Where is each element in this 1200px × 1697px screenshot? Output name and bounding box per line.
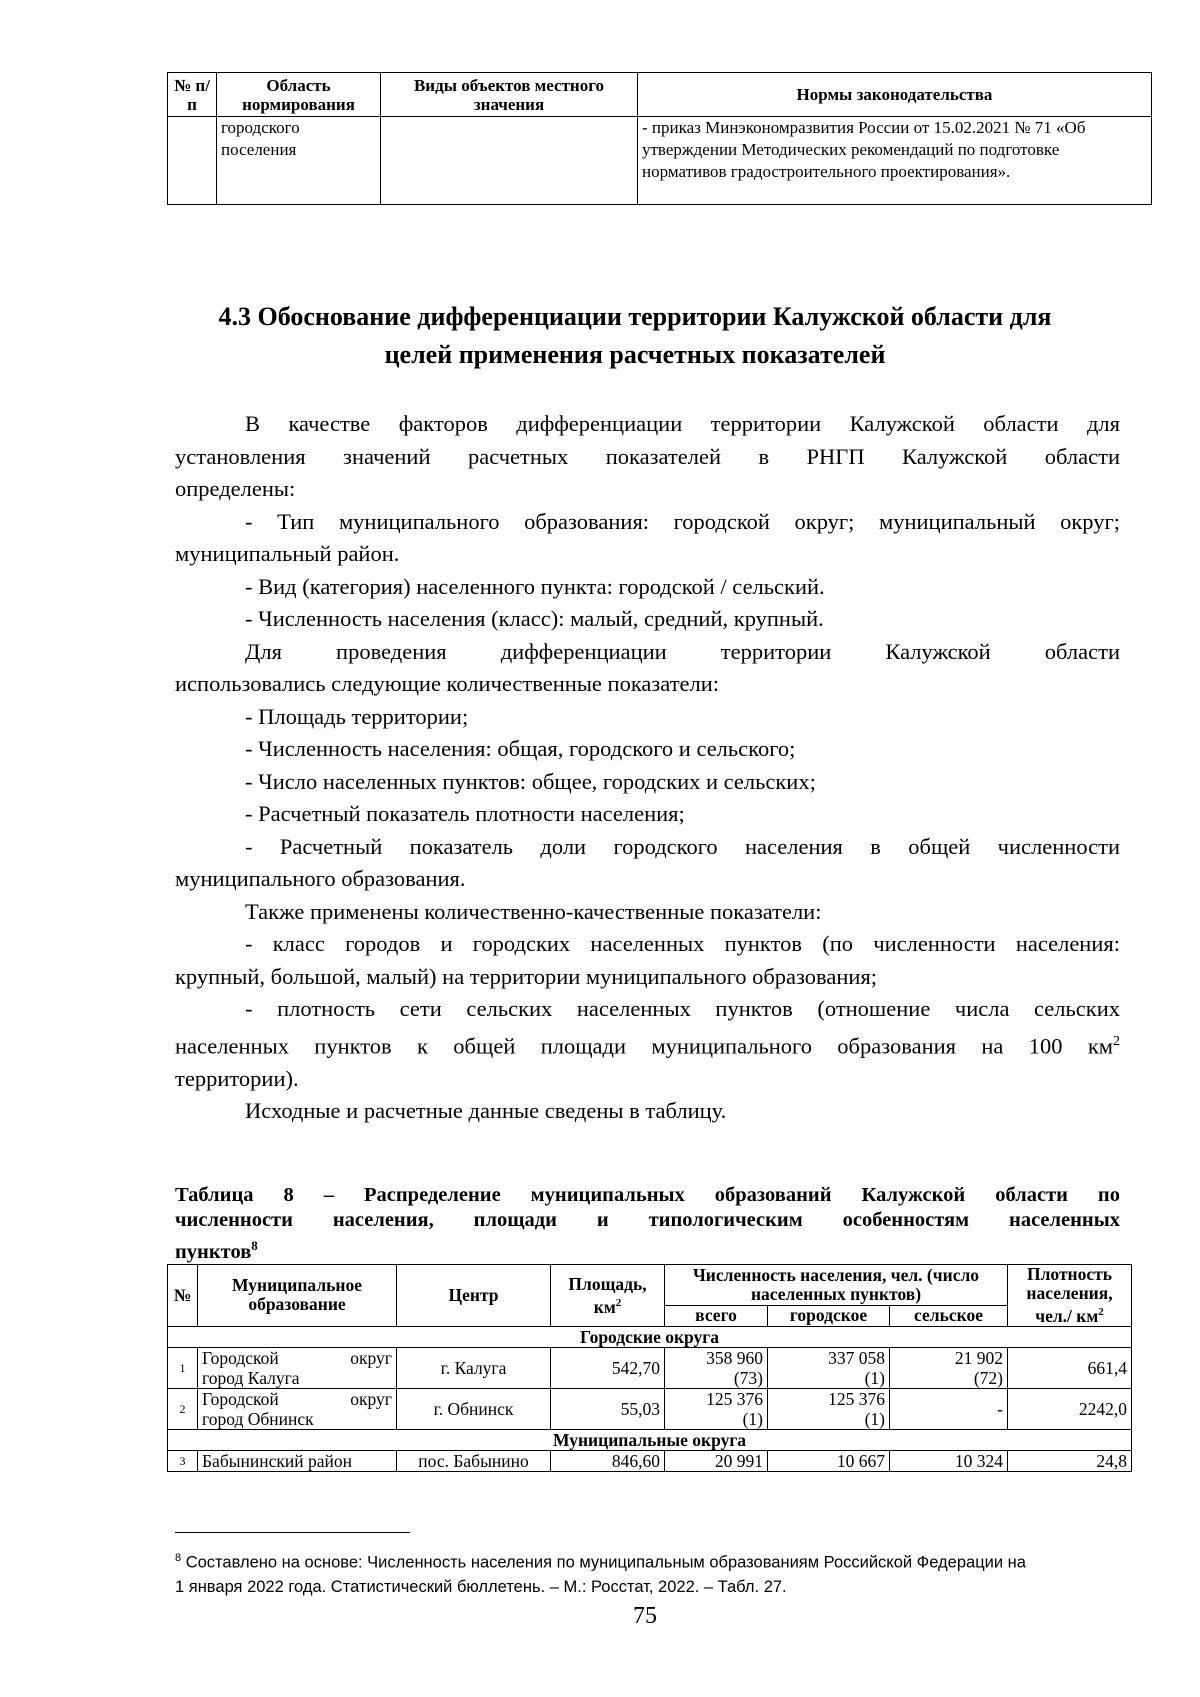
cell-mo: Бабынинский район — [198, 1450, 397, 1471]
text-line: - Расчетный показатель доли городского населения в общей численности — [245, 833, 1120, 859]
table-row — [168, 117, 1152, 205]
cell-mo-line: город Обнинск — [202, 1408, 314, 1429]
legislation-table — [167, 72, 1152, 205]
caption-line — [175, 1238, 258, 1263]
cell-density: 24,8 — [1008, 1450, 1132, 1471]
page-number: 75 — [633, 1603, 657, 1629]
cell-value: 358 960 — [706, 1347, 763, 1368]
cell-urban: 10 667 — [768, 1450, 890, 1471]
text-line: - Площадь территории; — [245, 703, 469, 729]
text-line: - Расчетный показатель плотности населения; — [245, 801, 685, 826]
cell-num: 2 — [168, 1388, 198, 1429]
table-header-row — [168, 73, 1152, 117]
text-line: - Вид (категория) населенного пункта: городской / сельский. — [245, 573, 825, 599]
cell-norms: - приказ Минэкономразвития России от 15.02.2021 № 71 «Об утверждении Методических рекомендаций по подготовке нормативов градостроительного проектирования». — [638, 117, 1152, 205]
text-line: муниципального образования. — [175, 866, 466, 891]
cell-total: 20 991 — [665, 1450, 768, 1471]
text-line: крупный, большой, малый) на территории муниципального образования; — [175, 963, 878, 989]
cell-center: пос. Бабынино — [397, 1450, 551, 1471]
header-objects: Виды объектов местного значения — [381, 73, 638, 117]
text-line: В качестве факторов дифференциации территории Калужской области для — [245, 411, 1120, 436]
cell-rural: 10 324 — [890, 1450, 1008, 1471]
text-line: использовались следующие количественные показатели: — [175, 671, 720, 696]
population-table — [167, 1264, 1132, 1472]
section-heading-line: 4.3 Обоснование дифференциации территории Калужской области для — [218, 302, 1052, 331]
text-line: - класс городов и городских населенных пунктов (по численности населения: — [245, 931, 1120, 956]
header-mo: Муниципальное образование — [198, 1265, 397, 1327]
caption-line: численности населения, площади и типологическим особенностям населенных — [175, 1209, 1120, 1231]
cell-center: г. Калуга — [397, 1347, 551, 1388]
superscript: 2 — [615, 1296, 622, 1309]
footnote-ref: 8 — [251, 1238, 258, 1253]
caption-line: Таблица 8 – Распределение муниципальных образований Калужской области по — [175, 1184, 1120, 1206]
header-num: № — [168, 1265, 198, 1327]
superscript: 2 — [1113, 1033, 1120, 1049]
cell-num — [168, 117, 217, 205]
footnote-line: 1 января 2022 года. Статистический бюллетень. – М.: Росстат, 2022. – Табл. 27. — [175, 1577, 787, 1596]
header-urban: городское — [768, 1305, 890, 1326]
text-line: муниципальный район. — [175, 541, 400, 566]
cell-mo-line: Городской округ — [202, 1347, 392, 1368]
group-label: Городские округа — [168, 1326, 1132, 1347]
body-text — [175, 408, 1120, 1128]
group-row — [168, 1326, 1132, 1347]
cell-area: 55,03 — [551, 1388, 665, 1429]
cell-objects — [381, 117, 638, 205]
text-line: - Число населенных пунктов: общее, городских и сельских; — [245, 768, 816, 794]
text-line: Исходные и расчетные данные сведены в таблицу. — [245, 1098, 727, 1123]
header-num: № п/п — [168, 73, 217, 117]
cell-rural: - — [890, 1388, 1008, 1429]
header-total: всего — [665, 1305, 768, 1326]
cell-rural — [890, 1347, 1008, 1388]
footnote-line — [175, 1546, 1125, 1575]
table-header-row — [168, 1265, 1132, 1306]
text-line: - Тип муниципального образования: городской округ; муниципальный округ; — [245, 508, 1120, 534]
table-caption — [175, 1183, 1120, 1265]
group-row — [168, 1429, 1132, 1450]
cell-mo-line: Городской округ — [202, 1388, 392, 1409]
cell-value: 21 902 — [954, 1347, 1003, 1368]
table-row — [168, 1450, 1132, 1471]
superscript: 2 — [1098, 1306, 1104, 1318]
cell-urban — [768, 1388, 890, 1429]
footnote-text: Составлено на основе: Численность населения по муниципальным образованиям Российской Федерации на — [181, 1553, 1026, 1572]
header-area-text: Площадь, км — [568, 1273, 647, 1317]
cell-num: 1 — [168, 1347, 198, 1388]
table-row — [168, 1388, 1132, 1429]
text-line: Также применены количественно-качественные показатели: — [245, 898, 822, 924]
cell-density: 2242,0 — [1008, 1388, 1132, 1429]
group-label: Муниципальные округа — [168, 1429, 1132, 1450]
cell-np: (1) — [864, 1367, 885, 1388]
header-density-text: Плотность населения, чел./ км — [1026, 1264, 1113, 1326]
footnote-marker: 8 — [175, 1552, 182, 1564]
cell-np: (1) — [864, 1408, 885, 1429]
cell-area: 846,60 — [551, 1450, 665, 1471]
table-row — [168, 1347, 1132, 1388]
text-fragment: населенных пунктов к общей площади муниципального образования на 100 км — [175, 1033, 1113, 1058]
header-population: Численность населения, чел. (число населенных пунктов) — [665, 1265, 1008, 1306]
text-line: - плотность сети сельских населенных пунктов (отношение числа сельских — [245, 996, 1120, 1021]
header-norms: Нормы законодательства — [638, 73, 1152, 117]
cell-num: 3 — [168, 1450, 198, 1471]
cell-density: 661,4 — [1008, 1347, 1132, 1388]
section-heading — [150, 298, 1120, 374]
text-line — [175, 1026, 1120, 1063]
text-line: территории). — [175, 1065, 299, 1091]
cell-value: 337 058 — [828, 1347, 885, 1368]
section-heading-line: целей применения расчетных показателей — [384, 340, 886, 369]
header-area: Область нормирования — [217, 73, 381, 117]
text-line: Для проведения дифференциации территории Калужской области — [245, 638, 1120, 664]
cell-total — [665, 1388, 768, 1429]
header-center: Центр — [397, 1265, 551, 1327]
footnote-separator — [175, 1532, 410, 1533]
cell-area: городского поселения — [217, 117, 381, 205]
cell-area: 542,70 — [551, 1347, 665, 1388]
header-rural: сельское — [890, 1305, 1008, 1326]
cell-value: 125 376 — [706, 1388, 763, 1409]
text-line: определены: — [175, 476, 296, 501]
cell-mo — [198, 1347, 397, 1388]
text-line: установления значений расчетных показателей в РНГП Калужской области — [175, 443, 1120, 469]
cell-total — [665, 1347, 768, 1388]
cell-np: (73) — [733, 1367, 763, 1388]
cell-value: 125 376 — [828, 1388, 885, 1409]
caption-text: пунктов — [175, 1240, 252, 1263]
cell-np: (1) — [742, 1408, 763, 1429]
cell-mo — [198, 1388, 397, 1429]
footnote — [175, 1546, 1125, 1599]
text-line: - Численность населения (класс): малый, средний, крупный. — [245, 606, 824, 631]
header-density — [1008, 1265, 1132, 1327]
header-area — [551, 1265, 665, 1327]
cell-urban — [768, 1347, 890, 1388]
text-line: - Численность населения: общая, городского и сельского; — [245, 736, 796, 761]
cell-np: (72) — [973, 1367, 1003, 1388]
cell-center: г. Обнинск — [397, 1388, 551, 1429]
cell-mo-line: город Калуга — [202, 1367, 300, 1388]
